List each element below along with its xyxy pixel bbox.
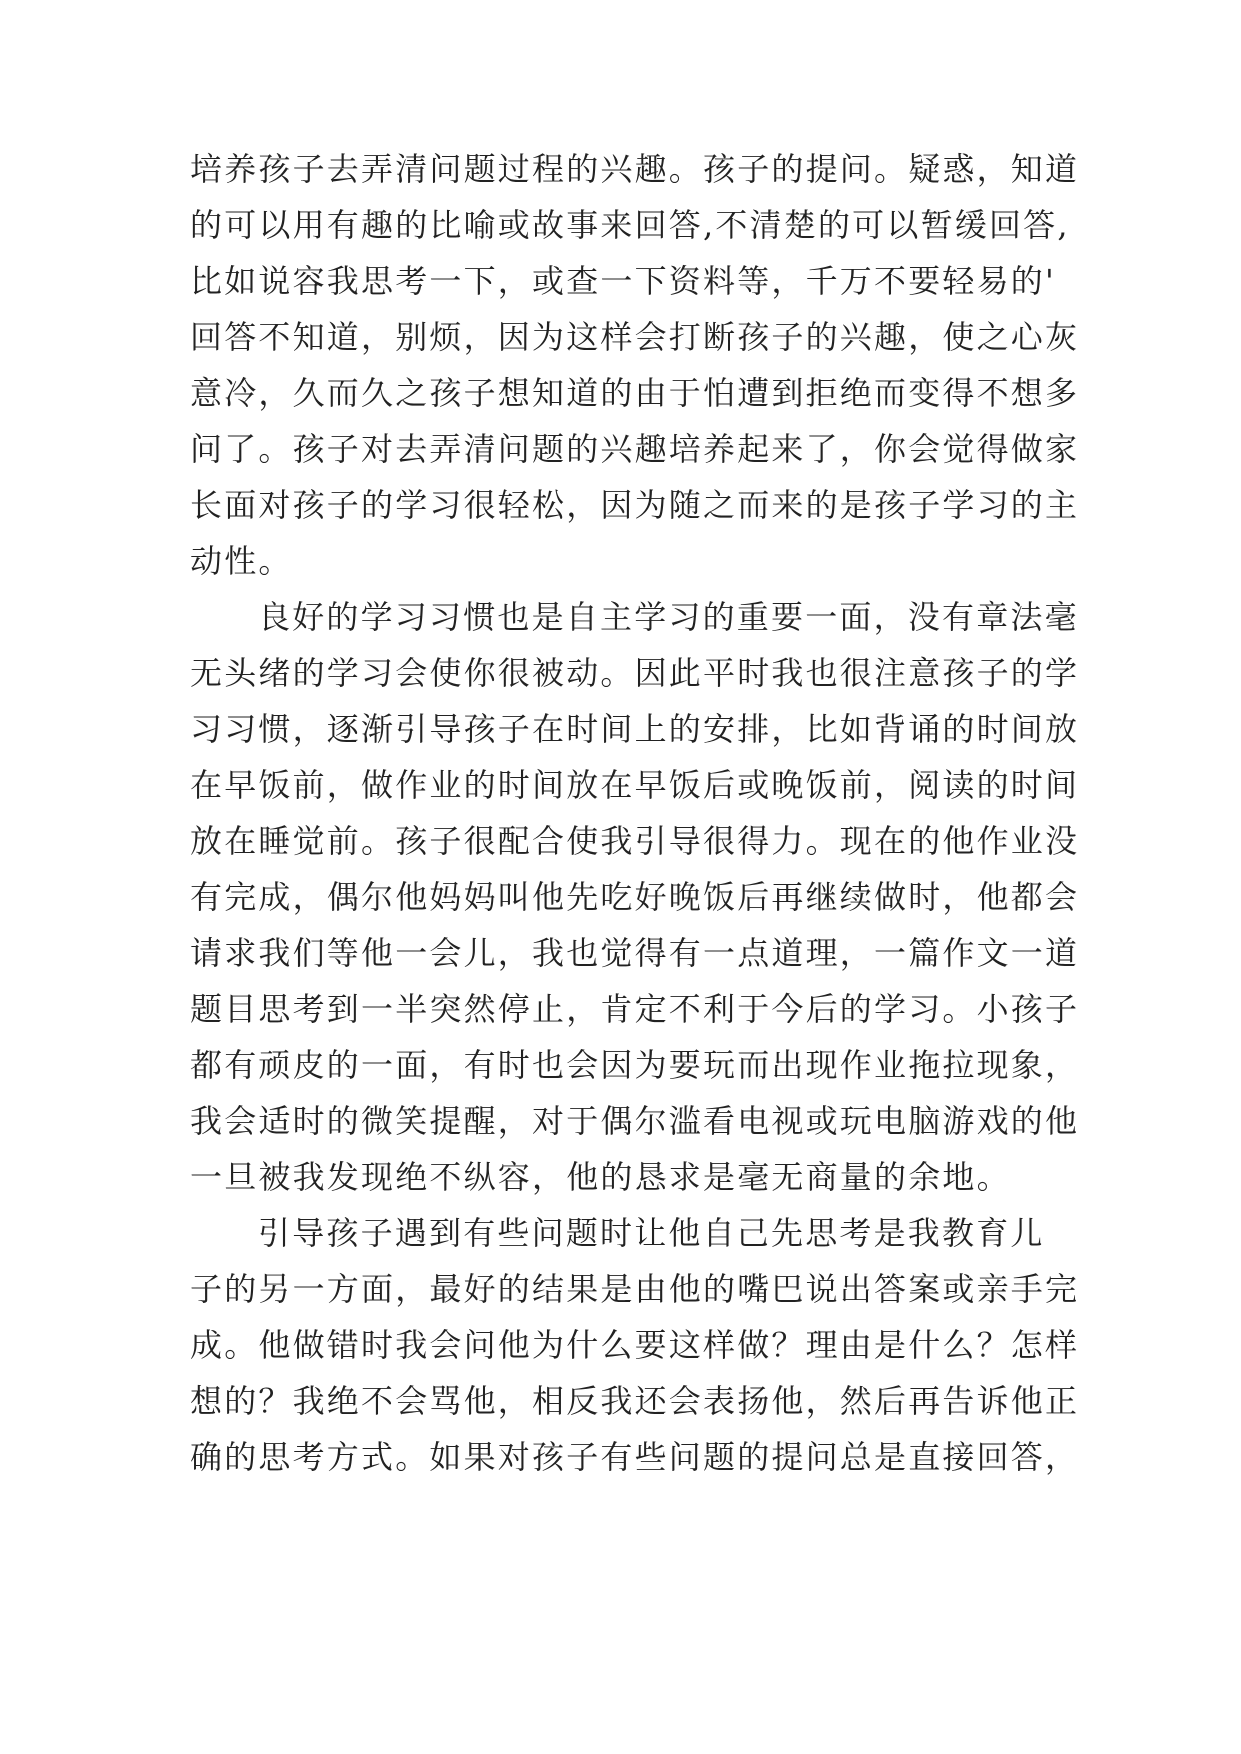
text-line: 比如说容我思考一下，或查一下资料等，千万不要轻易的' — [190, 262, 1056, 300]
text-line: 一旦被我发现绝不纵容，他的恳求是毫无商量的余地。 — [190, 1158, 1011, 1196]
text-line: 子的另一方面，最好的结果是由他的嘴巴说出答案或亲手完 — [190, 1270, 1080, 1308]
text-line: 回答不知道，别烦，因为这样会打断孩子的兴趣，使之心灰 — [190, 318, 1080, 356]
paragraph-first-line: 引导孩子遇到有些问题时让他自己先思考是我教育儿 — [258, 1214, 1045, 1252]
text-line: 放在睡觉前。孩子很配合使我引导很得力。现在的他作业没 — [190, 822, 1080, 860]
text-line: 我会适时的微笑提醒，对于偶尔滥看电视或玩电脑游戏的他 — [190, 1102, 1080, 1140]
text-line: 都有顽皮的一面，有时也会因为要玩而出现作业拖拉现象， — [190, 1046, 1080, 1084]
text-line: 习习惯，逐渐引导孩子在时间上的安排，比如背诵的时间放 — [190, 710, 1080, 748]
text-line: 问了。孩子对去弄清问题的兴趣培养起来了，你会觉得做家 — [190, 430, 1080, 468]
text-line: 的可以用有趣的比喻或故事来回答,不清楚的可以暂缓回答, — [190, 206, 1070, 244]
paragraph-first-line: 良好的学习习惯也是自主学习的重要一面，没有章法毫 — [258, 598, 1079, 636]
text-line: 题目思考到一半突然停止，肯定不利于今后的学习。小孩子 — [190, 990, 1080, 1028]
text-line: 确的思考方式。如果对孩子有些问题的提问总是直接回答， — [190, 1438, 1080, 1476]
text-line: 培养孩子去弄清问题过程的兴趣。孩子的提问。疑惑，知道 — [190, 150, 1080, 188]
text-line: 请求我们等他一会儿，我也觉得有一点道理，一篇作文一道 — [190, 934, 1080, 972]
text-line: 有完成，偶尔他妈妈叫他先吃好晚饭后再继续做时，他都会 — [190, 878, 1080, 916]
text-line: 长面对孩子的学习很轻松，因为随之而来的是孩子学习的主 — [190, 486, 1080, 524]
text-line: 想的？我绝不会骂他，相反我还会表扬他，然后再告诉他正 — [190, 1382, 1080, 1420]
text-line: 无头绪的学习会使你很被动。因此平时我也很注意孩子的学 — [190, 654, 1080, 692]
text-line: 在早饭前，做作业的时间放在早饭后或晚饭前，阅读的时间 — [190, 766, 1080, 804]
text-line: 意冷，久而久之孩子想知道的由于怕遭到拒绝而变得不想多 — [190, 374, 1080, 412]
text-line: 成。他做错时我会问他为什么要这样做？理由是什么？怎样 — [190, 1326, 1080, 1364]
text-line: 动性。 — [190, 542, 293, 580]
